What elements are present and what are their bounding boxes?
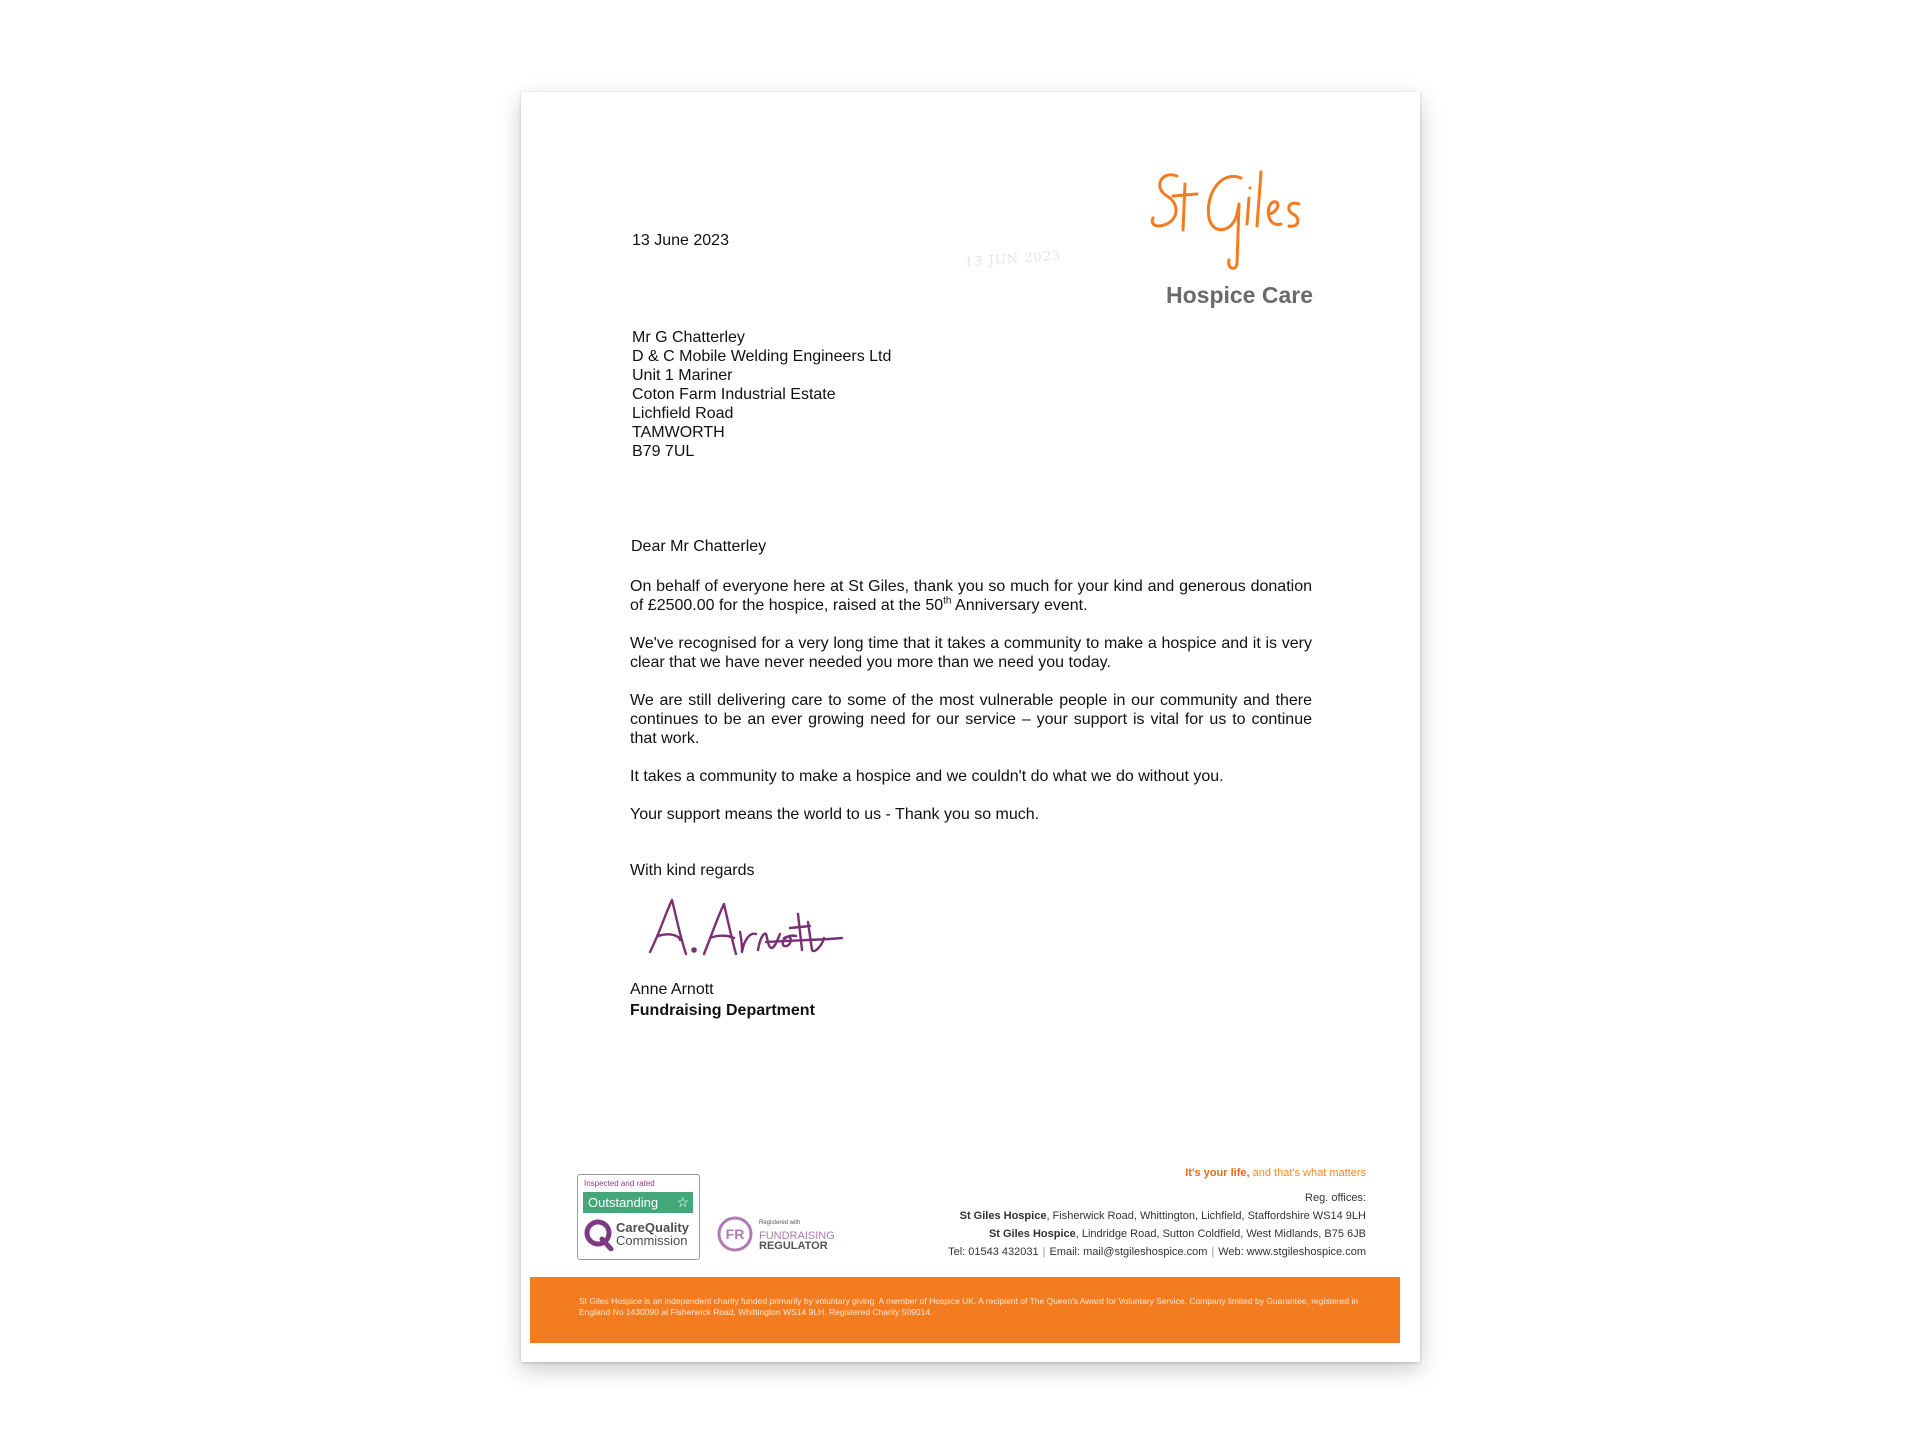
body-paragraph-3: We are still delivering care to some of the most vulnerable people in our community and there continues to be an ever growing need for our service – your support is vital for us to continue that work.	[630, 692, 1312, 747]
cqc-q-icon	[584, 1219, 614, 1251]
letter-body	[630, 577, 1312, 824]
address-line: Mr G Chatterley	[632, 329, 745, 346]
fr-text: Registered with FUNDRAISING REGULATOR	[759, 1220, 835, 1252]
signer-department: Fundraising Department	[630, 1002, 815, 1019]
reg-offices-label: Reg. offices:	[1305, 1192, 1366, 1204]
body-paragraph-4: It takes a community to make a hospice and we couldn't do what we do without you.	[630, 768, 1224, 785]
address-line: Lichfield Road	[632, 405, 734, 422]
address-line: Unit 1 Mariner	[632, 367, 733, 384]
contact-line: Tel: 01543 432031 | Email: mail@stgileshospice.com | Web: www.stgileshospice.com	[948, 1246, 1366, 1258]
recipient-address	[632, 328, 891, 461]
body-paragraph-5: Your support means the world to us - Thank you so much.	[630, 806, 1040, 823]
st-giles-logo	[1149, 164, 1309, 272]
star-icon: ☆	[676, 1194, 689, 1210]
address-line: TAMWORTH	[632, 424, 725, 441]
cqc-rating-badge	[577, 1174, 700, 1260]
letter-date: 13 June 2023	[632, 232, 729, 249]
logo-subtitle: Hospice Care	[1166, 282, 1314, 308]
legal-text: St Giles Hospice is an independent charity funded primarily by voluntary giving. A member of Hospice UK. A recipient of The Queen's Award for Voluntary Service. Company limited by Guarantee, registered in England No 1430090 at Fisherwick Road, Whittington WS14 9LH. Registered Charity 509014.	[579, 1296, 1358, 1317]
address-line: Coton Farm Industrial Estate	[632, 386, 836, 403]
footer-legal-band	[530, 1277, 1400, 1343]
cqc-rating-text: Outstanding	[588, 1195, 659, 1210]
received-stamp: 13 JUN 2023	[964, 248, 1062, 271]
cqc-name: CareQuality Commission	[616, 1220, 689, 1248]
signer-name: Anne Arnott	[630, 981, 714, 998]
office-2: St Giles Hospice, Lindridge Road, Sutton Coldfield, West Midlands, B75 6JB	[988, 1228, 1366, 1240]
fr-logo-icon	[717, 1216, 753, 1252]
address-line: B79 7UL	[632, 443, 695, 460]
footer-contacts	[948, 1189, 1366, 1261]
salutation: Dear Mr Chatterley	[631, 538, 767, 555]
body-paragraph-1: On behalf of everyone here at St Giles, thank you so much for your kind and generous donation of £2500.00 for the hospice, raised at the 50th Anniversary event.	[630, 578, 1312, 614]
footer-tagline: It's your life, and that's what matters	[1185, 1167, 1366, 1179]
letter-page	[521, 92, 1420, 1362]
svg-text:FR: FR	[725, 1226, 745, 1242]
cqc-rating-bar	[583, 1192, 693, 1213]
closing: With kind regards	[630, 862, 755, 879]
fundraising-regulator-badge	[717, 1214, 857, 1258]
address-line: D & C Mobile Welding Engineers Ltd	[632, 348, 892, 365]
body-paragraph-2: We've recognised for a very long time that it takes a community to make a hospice and it is very clear that we have never needed you more than we need you today.	[630, 635, 1312, 671]
handwritten-signature	[646, 892, 846, 962]
cqc-inspected-label: Inspected and rated	[584, 1179, 655, 1188]
office-1: St Giles Hospice, Fisherwick Road, Whittington, Lichfield, Staffordshire WS14 9LH	[959, 1210, 1366, 1222]
